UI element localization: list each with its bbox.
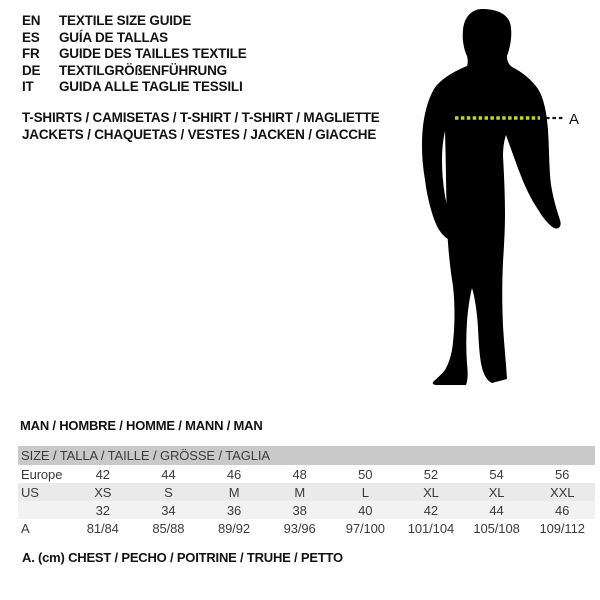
size-table-header-row <box>18 446 595 465</box>
language-label: GUÍA DE TALLAS <box>59 29 168 45</box>
garment-categories <box>22 109 380 143</box>
size-cell: L <box>333 483 399 501</box>
table-row-us <box>18 483 595 501</box>
size-cell: M <box>267 483 333 501</box>
size-cell: 52 <box>423 466 439 482</box>
size-cell: 109/112 <box>539 520 585 536</box>
language-label: TEXTILGRÖßENFÜHRUNG <box>59 62 227 78</box>
language-label: GUIDE DES TAILLES TEXTILE <box>59 46 247 61</box>
table-row-numeric <box>18 501 595 519</box>
size-cell: 105/108 <box>473 520 520 536</box>
size-cell: 54 <box>489 466 504 482</box>
language-row-it <box>22 79 247 96</box>
size-cell: 40 <box>333 501 399 519</box>
language-list <box>22 13 247 96</box>
measurement-footnote: A. (cm) CHEST / PECHO / POITRINE / TRUHE / PETTO <box>22 550 343 565</box>
size-cell: 46 <box>529 501 595 519</box>
row-label <box>18 501 70 519</box>
size-cell: XL <box>464 483 530 501</box>
language-row-en <box>22 13 247 30</box>
row-label: Europe <box>21 466 63 482</box>
language-label: TEXTILE SIZE GUIDE <box>59 13 192 28</box>
language-row-de <box>22 63 247 80</box>
size-cell: 97/100 <box>345 520 385 536</box>
size-table <box>18 446 595 537</box>
size-cell: 44 <box>464 501 530 519</box>
language-code: IT <box>22 79 34 94</box>
row-label: A <box>21 520 30 536</box>
language-code: EN <box>22 13 41 28</box>
size-cell: M <box>201 483 267 501</box>
category-tshirts: T-SHIRTS / CAMISETAS / T-SHIRT / T-SHIRT / MAGLIETTE <box>22 110 380 125</box>
size-table-header: SIZE / TALLA / TAILLE / GRÖSSE / TAGLIA <box>18 446 595 465</box>
size-cell: 44 <box>161 466 176 482</box>
table-row-chest-a <box>18 519 595 537</box>
size-cell: 85/88 <box>152 520 185 536</box>
size-cell: 42 <box>95 466 110 482</box>
category-jackets: JACKETS / CHAQUETAS / VESTES / JACKEN / GIACCHE <box>22 127 377 142</box>
size-cell: 34 <box>136 501 202 519</box>
size-cell: 101/104 <box>407 520 455 536</box>
gender-heading: MAN / HOMBRE / HOMME / MANN / MAN <box>20 418 263 433</box>
language-row-es <box>22 30 247 47</box>
size-cell: S <box>136 483 202 501</box>
language-code: FR <box>22 46 40 61</box>
size-cell: XXL <box>529 483 595 501</box>
size-cell: XS <box>70 483 136 501</box>
size-cell: XL <box>398 483 464 501</box>
table-row-europe <box>18 465 595 483</box>
language-code: DE <box>22 62 41 78</box>
size-cell: 81/84 <box>86 520 119 536</box>
language-code: ES <box>22 29 40 45</box>
size-cell: 48 <box>292 466 307 482</box>
man-silhouette-shape <box>422 9 561 385</box>
size-cell: 56 <box>555 466 570 482</box>
size-cell: 46 <box>226 466 242 482</box>
language-label: GUIDA ALLE TAGLIE TESSILI <box>59 79 243 94</box>
size-cell: 93/96 <box>283 520 316 536</box>
size-cell: 36 <box>201 501 267 519</box>
size-cell: 89/92 <box>218 520 251 536</box>
size-cell: 42 <box>398 501 464 519</box>
size-cell: 50 <box>358 466 373 482</box>
size-cell: 32 <box>70 501 136 519</box>
language-row-fr <box>22 46 247 63</box>
row-label: US <box>18 483 70 501</box>
measure-label-a: A <box>569 111 580 128</box>
man-silhouette-figure <box>400 0 600 420</box>
size-cell: 38 <box>267 501 333 519</box>
